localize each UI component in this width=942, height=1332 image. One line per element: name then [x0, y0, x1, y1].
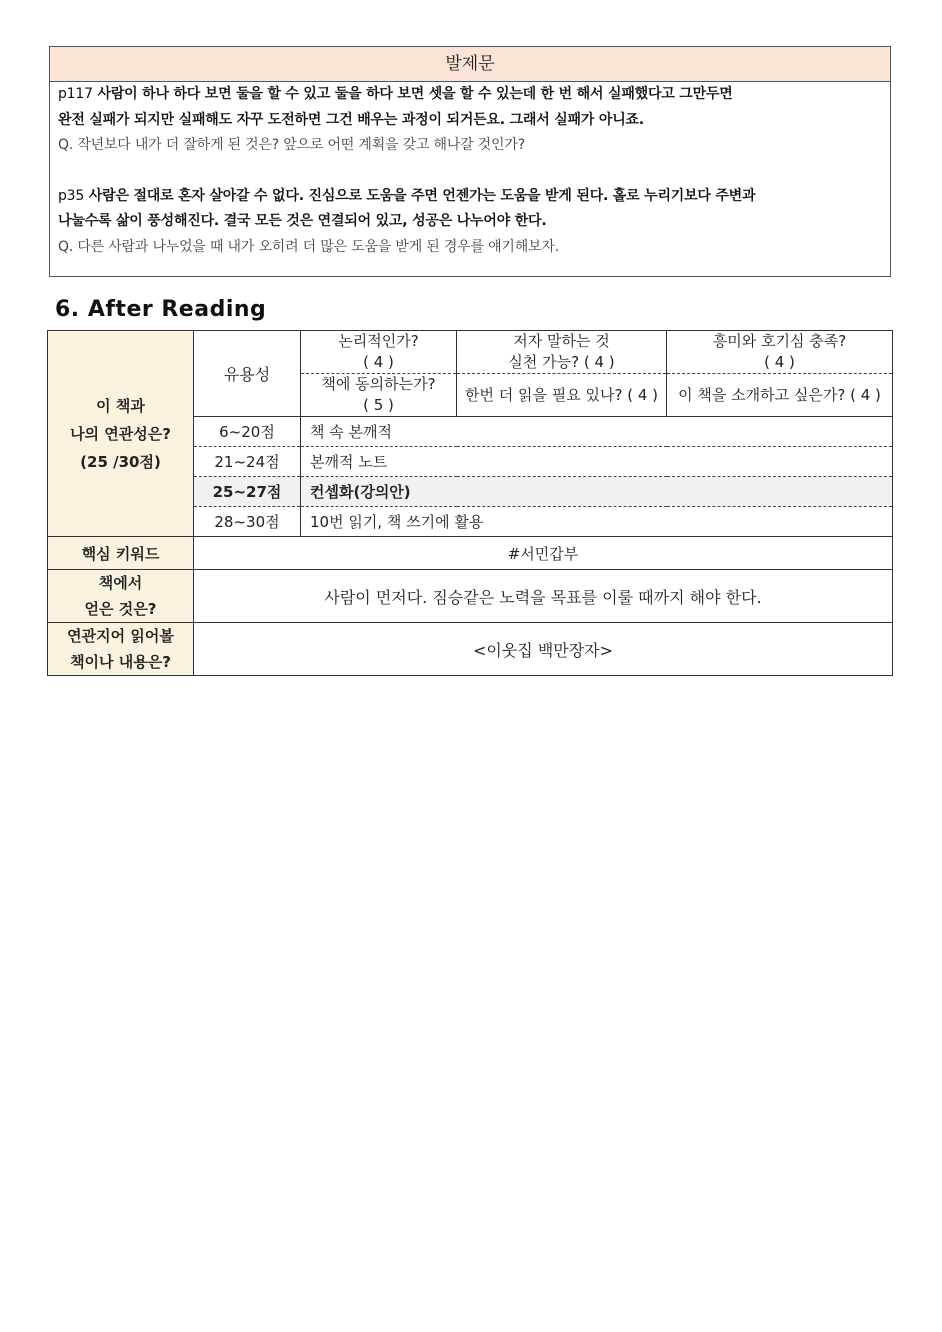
quote-line: [58, 82, 882, 108]
level-range: 21~24점: [194, 447, 301, 477]
after-reading-table: [47, 330, 893, 676]
level-desc: 책 속 본깨적: [301, 417, 893, 447]
discussion-question: Q. 작년보다 내가 더 잘하게 된 것은? 앞으로 어떤 계획을 갖고 해나갈 것인가?: [58, 137, 525, 153]
section-title: 6. After Reading: [55, 297, 267, 322]
keyword-label: 핵심 키워드: [48, 537, 194, 570]
quote-line: 완전 실패가 되지만 실패해도 자꾸 도전하면 그건 배우는 과정이 되거든요. 그래서 실패가 아니죠.: [58, 111, 644, 128]
level-range: 6~20점: [194, 417, 301, 447]
quote-line: 나눌수록 삶이 풍성해진다. 결국 모든 것은 연결되어 있고, 성공은 나누어야 한다.: [58, 213, 547, 229]
level-range: 28~30점: [194, 507, 301, 537]
criterion-author: 저자 말하는 것 실천 가능? ( 4 ): [457, 331, 667, 374]
gained-label: 책에서 얻은 것은?: [48, 570, 194, 623]
criterion-recommend: 이 책을 소개하고 싶은가? ( 4 ): [667, 374, 893, 417]
page-ref: p35: [58, 187, 85, 204]
criterion-agree: 책에 동의하는가? ( 5 ): [301, 374, 457, 417]
quote-text: 사람은 절대로 혼자 살아갈 수 없다. 진심으로 도움을 주면 언젠가는 도움을 받게 된다. 홀로 누리기보다 주변과: [88, 187, 756, 204]
discussion-box: [49, 46, 891, 277]
criterion-reread: 한번 더 읽을 필요 있나? ( 4 ): [457, 374, 667, 417]
relevance-label: 이 책과 나의 연관성은? (25 /30점): [48, 331, 194, 537]
criterion-interest: 흥미와 호기심 충족? ( 4 ): [667, 331, 893, 374]
discussion-question: Q. 다른 사람과 나누었을 때 내가 오히려 더 많은 도움을 받게 된 경우를 얘기해보자.: [58, 238, 559, 255]
page-ref: p117: [58, 86, 93, 102]
usefulness-label: 유용성: [194, 331, 301, 417]
level-desc: 10번 읽기, 책 쓰기에 활용: [301, 507, 893, 537]
keyword-value: #서민갑부: [194, 537, 893, 570]
discussion-heading: 발제문: [50, 47, 890, 82]
criterion-logical: 논리적인가? ( 4 ): [301, 331, 457, 374]
related-value: <이웃집 백만장자>: [194, 623, 893, 676]
gained-value: 사람이 먼저다. 짐승같은 노력을 목표를 이룰 때까지 해야 한다.: [194, 570, 893, 623]
quote-text: 사람이 하나 하다 보면 둘을 할 수 있고 둘을 하다 보면 셋을 할 수 있는데 한 번 해서 실패했다고 그만두면: [97, 86, 733, 102]
level-desc: 본깨적 노트: [301, 447, 893, 477]
quote-line: [58, 184, 882, 210]
level-desc-selected: 컨셉화(강의안): [301, 477, 893, 507]
related-label: 연관지어 읽어볼 책이나 내용은?: [48, 623, 194, 676]
level-range-selected: 25~27점: [194, 477, 301, 507]
